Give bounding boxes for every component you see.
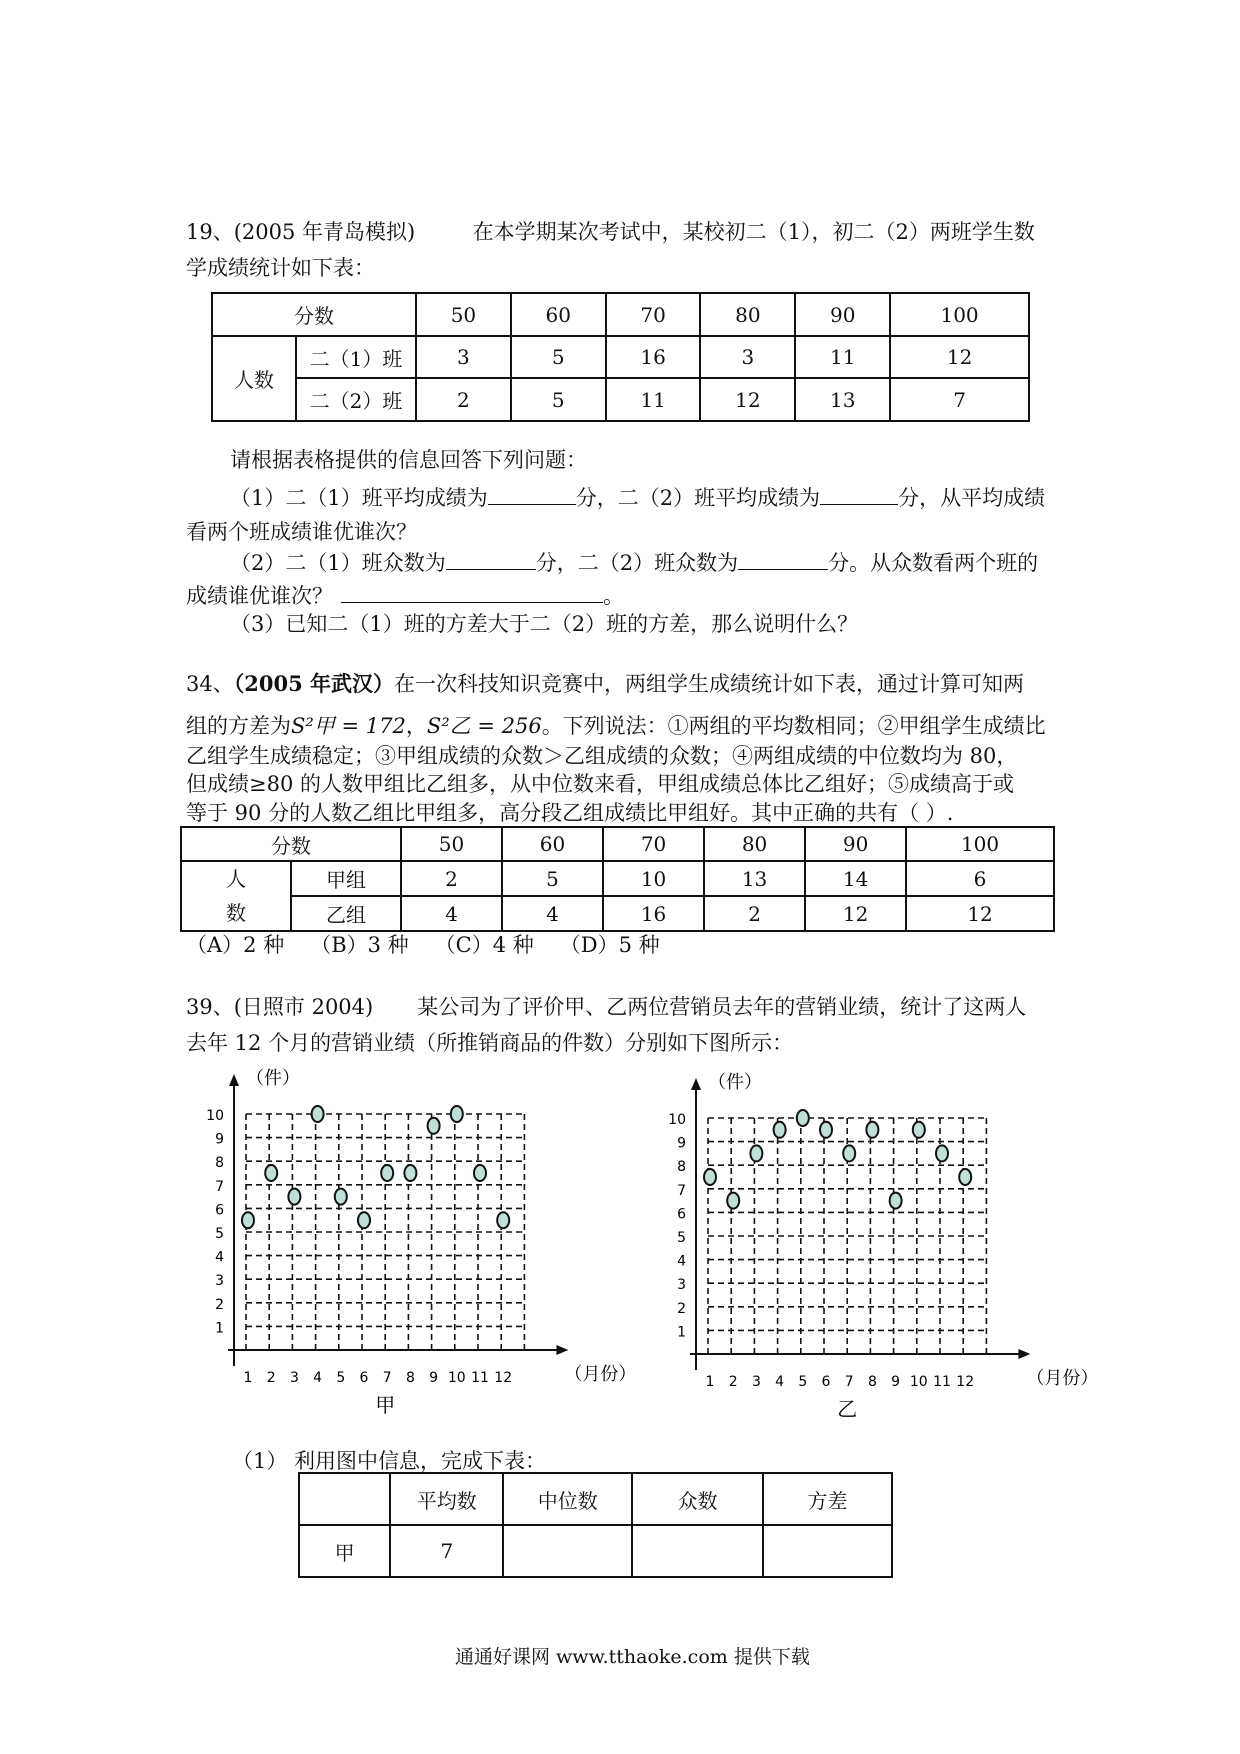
x-tick-label: 4 [775,1374,785,1390]
answer-blank[interactable] [446,547,536,570]
x-tick-label: 2 [266,1370,276,1386]
x-axis-label: （月份） [564,1364,637,1385]
x-tick-label: 10 [447,1370,466,1386]
x-tick-label: 6 [821,1374,831,1390]
q19-part3: （3）已知二（1）班的方差大于二（2）班的方差，那么说明什么？ [230,612,859,636]
x-tick-label: 8 [867,1374,877,1390]
answer-blank[interactable] [738,547,828,570]
q34-score: 90 [805,827,906,861]
stats-header: 平均数 [390,1473,503,1525]
q19-score: 60 [511,293,606,336]
y-tick-label: 10 [668,1112,686,1128]
stats-header: 众数 [632,1473,763,1525]
q19-score-table [211,292,1030,422]
q19-score: 70 [606,293,701,336]
q19-part2 [230,547,1038,577]
q39-text: 某公司为了评价甲、乙两位营销员去年的营销业绩，统计了这两人 [417,995,1027,1019]
data-point [843,1145,855,1161]
y-tick-label: 3 [677,1277,686,1294]
q34-score: 70 [603,827,704,861]
chart-grid [246,1114,524,1350]
data-point [428,1118,440,1134]
chart-jia [200,1068,637,1418]
q39-number: 39、(日照市 2004) [186,995,374,1019]
y-tick-label: 5 [677,1230,686,1246]
y-tick-label: 4 [215,1249,224,1266]
q34-line5: 等于 90 分的人数乙组比甲组多，高分段乙组成绩比甲组好。其中正确的共有（ ）. [186,801,954,825]
x-tick-label: 9 [891,1374,901,1390]
q19-cell: 11 [795,336,890,378]
q19-cell: 2 [416,378,511,421]
q19-cell: 3 [700,336,795,378]
q19-part2-text: 。 [603,584,624,608]
q19-score: 80 [700,293,795,336]
q19-row-label: 二（2）班 [296,378,416,421]
data-point [451,1106,463,1122]
q19-row-label: 二（1）班 [296,336,416,378]
q34-cell: 14 [805,861,906,896]
q19-score-header: 分数 [212,293,416,336]
x-tick-label: 1 [705,1374,715,1390]
q19-cell: 5 [511,336,606,378]
q19-prompt: 请根据表格提供的信息回答下列问题： [230,448,587,472]
q19-intro: 在本学期某次考试中，某校初二（1），初二（2）两班学生数 [472,220,1035,244]
q34-text: 组的方差为 [186,714,291,738]
q19-cell: 7 [890,378,1029,421]
q19-group-label: 人数 [212,336,296,421]
y-tick-label: 9 [215,1131,224,1148]
q34-number: 34、 [186,672,234,696]
q34-cell: 4 [502,896,603,931]
x-tick-label: 9 [429,1370,439,1386]
y-axis-label: （件） [708,1072,762,1093]
q19-part1-text: 分，从平均成绩 [898,486,1046,510]
data-point [936,1145,948,1161]
stats-header [299,1473,390,1525]
stats-header: 方差 [763,1473,892,1525]
y-tick-label: 2 [215,1296,224,1313]
x-tick-label: 3 [289,1370,299,1386]
q34-score: 60 [502,827,603,861]
q34-row-label: 乙组 [291,896,401,931]
q19-number: 19、(2005 年青岛模拟) [186,220,416,244]
q34-score: 50 [401,827,502,861]
q19-part2-text: 分。从众数看两个班的 [828,551,1039,575]
data-point [704,1169,716,1185]
x-tick-label: 5 [336,1370,346,1386]
data-point [404,1165,416,1181]
q34-line2 [186,712,1046,740]
x-tick-label: 1 [243,1370,253,1386]
chart-yi [662,1072,1112,1422]
q34-group-label-part: 人 [226,867,246,891]
q19-score: 90 [795,293,890,336]
data-point [890,1193,902,1209]
answer-blank[interactable] [341,580,603,603]
y-tick-label: 6 [677,1206,686,1223]
q19-cell: 3 [416,336,511,378]
x-tick-label: 7 [844,1374,854,1390]
y-tick-label: 8 [215,1155,224,1172]
option-a[interactable]: （A）2 种 [186,933,285,957]
data-point [820,1122,832,1138]
option-b[interactable]: （B）3 种 [310,933,409,957]
x-tick-label: 5 [798,1374,808,1390]
q34-group-label-part: 数 [226,901,246,925]
q34-text: 在一次科技知识竞赛中，两组学生成绩统计如下表，通过计算可知两 [394,672,1024,696]
q34-cell: 4 [401,896,502,931]
q19-part2-text: 分，二（2）班众数为 [535,551,739,575]
variance-yi: S²乙 = 256 [426,714,542,738]
data-point [750,1145,762,1161]
page-footer: 通通好课网 www.tthaoke.com 提供下载 [455,1646,810,1668]
q34-score-table [180,826,1055,932]
q19-part1-text: （1）二（1）班平均成绩为 [230,486,488,510]
option-d[interactable]: （D）5 种 [559,933,660,957]
y-axis-arrow [691,1078,701,1090]
y-tick-label: 5 [215,1226,224,1242]
y-tick-label: 1 [215,1320,224,1337]
y-tick-label: 7 [677,1182,686,1199]
q34-line4: 但成绩≥80 的人数甲组比乙组多，从中位数来看，甲组成绩总体比乙组好；⑤成绩高于或 [186,772,1014,796]
data-point [866,1122,878,1138]
y-tick-label: 6 [215,1202,224,1219]
y-axis-arrow [229,1074,239,1086]
q34-text: 。下列说法：①两组的平均数相同；②甲组学生成绩比 [541,714,1046,738]
data-point [242,1212,254,1228]
y-tick-label: 8 [677,1159,686,1176]
q19-cell: 13 [795,378,890,421]
q34-cell: 5 [502,861,603,896]
data-point [381,1165,393,1181]
x-tick-label: 8 [405,1370,415,1386]
variance-jia: S²甲 = 172 [291,714,406,738]
q19-cell: 5 [511,378,606,421]
data-point [727,1193,739,1209]
q39-line2: 去年 12 个月的营销业绩（所推销商品的件数）分别如下图所示： [186,1031,794,1055]
data-point [474,1165,486,1181]
chart-title: 乙 [837,1397,858,1421]
q19-part1 [230,482,1045,512]
stats-row-label: 甲 [299,1525,390,1577]
x-tick-label: 11 [471,1370,489,1386]
data-point [497,1212,509,1228]
chart-title: 甲 [375,1393,396,1417]
q34-cell: 2 [401,861,502,896]
q34-cell: 6 [906,861,1054,896]
data-point [312,1106,324,1122]
q19-line1 [186,218,1035,246]
data-point [959,1169,971,1185]
q19-part1-text: 分，二（2）班平均成绩为 [575,486,821,510]
data-point [265,1165,277,1181]
x-tick-label: 12 [956,1374,975,1390]
y-tick-label: 3 [215,1273,224,1290]
q19-part2-cont [186,580,624,610]
stats-cell-mean: 7 [390,1525,503,1577]
q19-part2-text: （2）二（1）班众数为 [230,551,446,575]
stats-cell-variance[interactable] [763,1525,892,1577]
q39-line1 [186,993,1026,1021]
q39-sub1: （1） 利用图中信息，完成下表： [232,1449,547,1473]
q34-score: 80 [704,827,805,861]
q19-cell: 12 [700,378,795,421]
y-tick-label: 2 [677,1300,686,1317]
q19-cell: 12 [890,336,1029,378]
q19-part2-text: 成绩谁优谁次？ [186,584,333,608]
q19-score: 100 [890,293,1029,336]
x-tick-label: 10 [909,1374,928,1390]
q34-source: （2005 年武汉） [233,671,394,696]
q19-score: 50 [416,293,511,336]
q34-cell: 2 [704,896,805,931]
data-point [288,1189,300,1205]
q34-cell: 10 [603,861,704,896]
q34-line1 [186,670,1024,698]
y-axis-label: （件） [246,1068,300,1089]
answer-blank[interactable] [488,482,576,505]
stats-cell-median[interactable] [503,1525,632,1577]
q34-row-label: 甲组 [291,861,401,896]
q19-cell: 16 [606,336,701,378]
stats-cell-mode[interactable] [632,1525,763,1577]
x-tick-label: 7 [382,1370,392,1386]
x-axis-label: （月份） [1026,1368,1099,1389]
q34-cell: 12 [906,896,1054,931]
q34-cell: 12 [805,896,906,931]
x-tick-label: 3 [751,1374,761,1390]
q19-part1-cont: 看两个班成绩谁优谁次？ [186,520,417,544]
data-point [774,1122,786,1138]
q19-line2: 学成绩统计如下表： [186,256,375,280]
q34-options [186,931,660,959]
y-tick-label: 4 [677,1253,686,1270]
x-tick-label: 11 [933,1374,951,1390]
option-c[interactable]: （C）4 种 [434,933,534,957]
q34-score: 100 [906,827,1054,861]
data-point [797,1110,809,1126]
y-tick-label: 9 [677,1135,686,1152]
q34-line3: 乙组学生成绩稳定；③甲组成绩的众数＞乙组成绩的众数；④两组成绩的中位数均为 80， [186,744,1018,768]
stats-header: 中位数 [503,1473,632,1525]
q34-score-header: 分数 [181,827,401,861]
q34-text: ， [405,714,427,738]
q34-group-label [181,861,291,931]
data-point [358,1212,370,1228]
y-tick-label: 7 [215,1178,224,1195]
x-tick-label: 2 [728,1374,738,1390]
x-tick-label: 6 [359,1370,369,1386]
y-tick-label: 10 [206,1108,224,1124]
q19-cell: 11 [606,378,701,421]
q34-cell: 13 [704,861,805,896]
x-axis-arrow [1018,1349,1030,1359]
y-tick-label: 1 [677,1324,686,1341]
x-axis-arrow [556,1345,568,1355]
x-tick-label: 12 [494,1370,513,1386]
answer-blank[interactable] [820,482,898,505]
x-tick-label: 4 [313,1370,323,1386]
q39-stats-table [298,1472,893,1578]
data-point [913,1122,925,1138]
q34-cell: 16 [603,896,704,931]
data-point [335,1189,347,1205]
